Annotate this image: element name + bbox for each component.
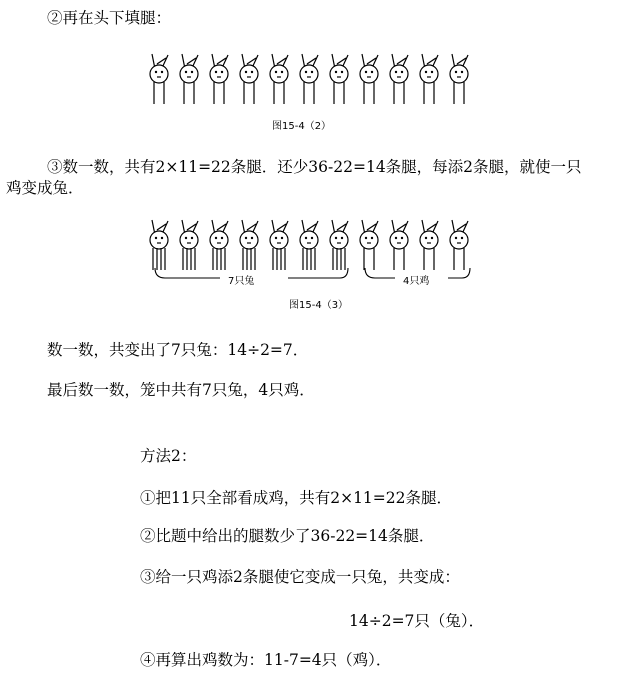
figure-caption-3: 图15-4（3） xyxy=(289,300,349,311)
rabbit-figure xyxy=(270,220,288,270)
method2-step3: ③给一只鸡添2条腿使它变成一只兔，共变成： xyxy=(140,568,460,586)
chicken-figure xyxy=(360,220,378,270)
rabbit-figure xyxy=(330,220,348,270)
method2-title: 方法2： xyxy=(140,447,197,465)
method2-step3-calc: 14÷2=7只（兔）． xyxy=(349,612,485,630)
step3-line2: 鸡变成兔． xyxy=(6,179,84,197)
brace-label-chickens: 4只鸡 xyxy=(400,272,432,287)
step2-intro: ②再在头下填腿： xyxy=(47,9,172,27)
chicken-figure xyxy=(420,220,438,270)
figure-caption-2: 图15-4（2） xyxy=(272,121,332,132)
final-count-line: 最后数一数，笼中共有7只兔，4只鸡． xyxy=(47,381,315,399)
chicken-figure xyxy=(300,54,318,104)
count-rabbits-line: 数一数，共变出了7只兔：14÷2=7． xyxy=(47,341,309,359)
chicken-figure xyxy=(150,54,168,104)
chicken-figure xyxy=(270,54,288,104)
rabbit-figure xyxy=(180,220,198,270)
rabbit-figure xyxy=(150,220,168,270)
chicken-figure xyxy=(240,54,258,104)
chicken-figure xyxy=(180,54,198,104)
chicken-figure xyxy=(210,54,228,104)
step3-line1: ③数一数，共有2×11=22条腿．还少36-22=14条腿，每添2条腿，就使一只 xyxy=(47,158,582,176)
chicken-figure xyxy=(390,220,408,270)
chicken-figure xyxy=(390,54,408,104)
method2-step1: ①把11只全部看成鸡，共有2×11=22条腿． xyxy=(140,489,453,507)
chicken-figure xyxy=(450,54,468,104)
chicken-figure xyxy=(330,54,348,104)
method2-step2: ②比题中给出的腿数少了36-22=14条腿． xyxy=(140,527,435,545)
figure-15-4-3 xyxy=(140,218,490,290)
chicken-figure xyxy=(360,54,378,104)
brace-label-rabbits: 7只兔 xyxy=(225,272,257,287)
rabbit-figure xyxy=(300,220,318,270)
method2-step4: ④再算出鸡数为：11-7=4只（鸡）． xyxy=(140,651,392,669)
chicken-figure xyxy=(450,220,468,270)
chicken-figure xyxy=(420,54,438,104)
figure-15-4-2 xyxy=(140,52,490,110)
rabbit-figure xyxy=(210,220,228,270)
rabbit-figure xyxy=(240,220,258,270)
